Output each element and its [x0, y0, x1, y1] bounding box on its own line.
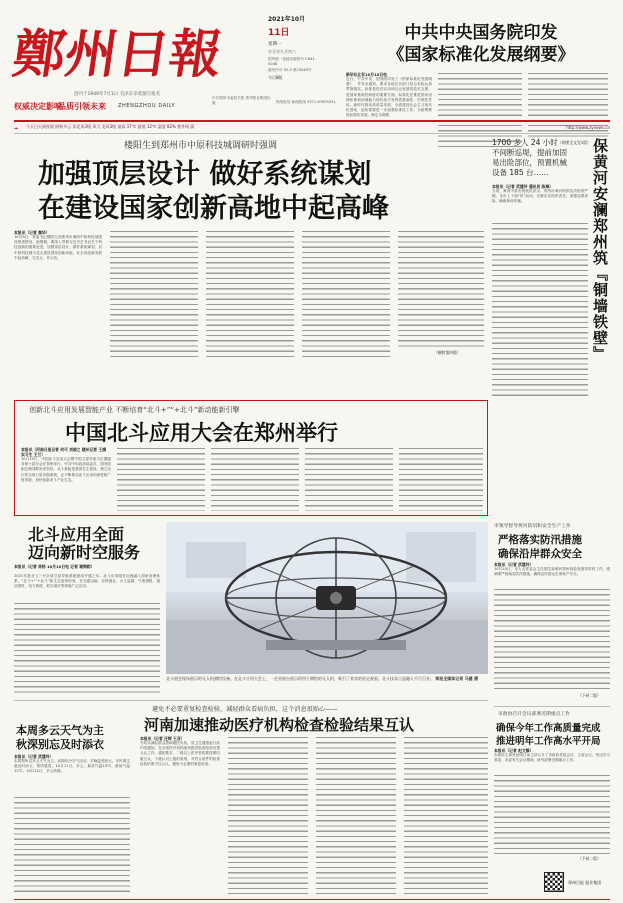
sidebar-brief-line: 不间断巡堤，提前加固 [492, 148, 567, 157]
headline-col-5 [398, 230, 484, 348]
qr-label: 郑州日报 报业集团 [568, 879, 602, 885]
insp-col-3 [316, 736, 396, 894]
beidou-col-5 [399, 447, 483, 511]
date-box [268, 14, 318, 92]
hotline: 热线电话 新闻热线 0371-67655551 [276, 100, 336, 104]
weather-rule [14, 133, 610, 134]
q-byline: 本报讯（记者 赵文静） [494, 748, 534, 753]
photo-caption-text: 北斗展会现场展示的无人机测绘设备。在北斗应用大会上，一企业展台展示的用于测绘的无人机，吸引了来宾的驻足观看，北斗技术日益融入千行百业。 [166, 676, 434, 681]
headline-col-4 [302, 230, 390, 358]
photo-credit: 郑报全媒体记者 马健 摄 [435, 676, 479, 681]
insp-col-2 [228, 736, 308, 894]
yr-title-1: 严格落实防汛措施 [498, 534, 582, 546]
masthead-char: 州 [61, 23, 122, 85]
feature-title-1: 北斗应用全面 [28, 525, 125, 544]
sidebar-brief-line: 1700 多人 24 小时 [492, 138, 558, 147]
feature-col [14, 602, 160, 694]
weather-text: 今天白天到夜间 阴转多云 东北风3级 风力 北风3级 最高 17℃ 最低 12℃ 湿度 82% 紫外线 弱 [26, 124, 195, 129]
q-body: 市政协主席张延明日前主持召开了市政协党组会议、主席会议，传达学习省委、市委有关会议精神，研究部署近期重点工作。 [494, 753, 610, 763]
headline-title-1: 加强顶层设计 做好系统谋划 [38, 159, 372, 190]
headline-col-3 [206, 230, 294, 358]
weather-icon: ☁ [14, 124, 18, 130]
photo-caption [166, 676, 488, 681]
masthead-latin: ZHENGZHOU DAILY [118, 103, 176, 109]
headline-kicker: 楼阳生到郑州市中原科技城调研时强调 [124, 141, 278, 151]
sidebar-body: 当前，黄河中游出现秋汛洪水，郑州市黄河防汛抗洪形势严峻。全市上下闻“汛”而动，压紧压实防汛责任，加强巡堤查险，确保黄河安澜。 [492, 189, 588, 204]
date-lunar: 辛丑年九月初六 [268, 49, 296, 54]
yr-col [494, 588, 610, 692]
insp-body: 为切实减轻群众看病就医负担，省卫生健康委日前印发通知，在全省医疗机构加快推进检查检验结果互认工作。通知要求，二级以上医疗机构要按照同级互认、下级认可上级的原则，对符合条件的检查检验结果予以互认，避免不必要的重复检查。 [140, 741, 220, 766]
insp-title: 河南加速推动医疗机构检查检验结果互认 [144, 716, 415, 734]
q-note: （下转二版） [578, 856, 601, 861]
lead-note: （纲要全文见3版） [558, 140, 591, 145]
beidou-col-3 [211, 447, 299, 511]
date-postal: 邮发代号 35-3 第25048号 [268, 68, 312, 72]
sidebar-vertical-title: 保黄河安澜郑州筑﹃铜墙铁壁﹄ [591, 138, 609, 362]
ws-byline: 本报讯（记者 武建玲） [14, 754, 54, 759]
ws-body: 本周郑州以多云天气为主，前期有冷空气活动，早晚温差较大。市民要注意及时添衣，预防感冒。10月11日，多云，最高气温19℃，最低气温12℃；10月12日，多云转晴。 [14, 759, 130, 774]
headline-story [14, 138, 484, 396]
beidou-col-4 [305, 447, 393, 511]
inspection-story [140, 704, 488, 898]
date-year-month: 2021年10月 [268, 16, 306, 23]
beidou-story [14, 400, 488, 516]
sidebar-byline: 本报讯（记者 武建玲 通讯员 陈琳） [492, 184, 553, 189]
headline-byline: 本报讯（记者 秦华） [14, 230, 50, 235]
q-title-1: 确保今年工作高质量完成 [496, 723, 601, 734]
feature-title-2: 迈向新时空服务 [28, 543, 141, 562]
lead-title: 中共中央国务院印发 [404, 23, 558, 43]
yr-body: 10月10日，市人大常委会主任胡荃到黄河郑州段检查指导防汛工作，强调要严格落实防汛措施，确保沿岸群众生命财产安全。 [494, 567, 610, 577]
ws-title-2: 秋深别忘及时添衣 [16, 738, 104, 751]
beidou-byline: 本报讯（河南日报记者 何可 刘晓之 随州记者 王旗 实习生 王兰） [21, 447, 107, 457]
insp-byline: 本报讯（记者 汪辉 王亚） [140, 736, 185, 741]
ws-title-1: 本周多云天气为主 [16, 724, 104, 737]
date-pages: 今日8版 [268, 75, 283, 80]
qr-block [544, 870, 610, 894]
yr-kicker: 市领导督导黄河防汛和安全生产工作 [494, 524, 571, 529]
beidou-feature [14, 522, 160, 694]
date-issue: 国内统一连续出版物号 CN41-0048 [268, 57, 317, 66]
feature-byline: 本报讯（记者 尚杨 10月10日电 记者 谢海韵） [14, 564, 95, 569]
date-weekday: 星期一 [268, 42, 282, 47]
yellow-river-story [494, 522, 610, 702]
sidebar-brief-line: 易出险部位，预置机械 [492, 158, 567, 167]
ws-col [14, 796, 130, 896]
sidebar-brief [492, 138, 582, 178]
yr-title-2: 确保沿岸群众安全 [498, 548, 582, 560]
quality-story [494, 710, 610, 896]
masthead-founded: 创刊于1949年7月1日 毛泽东亲笔题写报名 [74, 92, 161, 97]
masthead [9, 8, 364, 118]
date-day: 11日 [268, 28, 290, 38]
feature-body: 2021年是北斗三号全球卫星导航系统建成开通之年。北斗应用服务加速融入国家治理体系，“北斗+”“+北斗”新生态加快形成，在交通运输、农林渔业、水文监测、气象测报、通信授时、电力调度、救灾减灾等领域广泛应用。 [14, 574, 160, 589]
q-title-2: 推进明年工作高水平开局 [496, 736, 601, 747]
feature-photo [166, 522, 488, 674]
lead-body: 近日，中共中央、国务院印发了《国家标准化发展纲要》，并发出通知，要求各地区各部门结合实际认真贯彻落实。标准是经济活动和社会发展的技术支撑，是国家基础性制度的重要方面。标准化在推进国家治理体系和治理能力现代化中发挥着基础性、引领性作用。新时代推动高质量发展、全面建设社会主义现代化国家，迫切需要进一步加强标准化工作。为统筹推进标准化发展，制定本纲要。 [346, 77, 432, 118]
q-col [494, 774, 610, 854]
beidou-body: 10月10日，中国北斗应用大会暨中国卫星导航与位置服务第十届年会在郑州举行。中共中央政治局委员、国务院副总理刘鹤发来贺信。北斗系统是我国自主建设、独立运行的全球卫星导航系统，正不断推动北斗应用向深度和广度发展，加快创新北斗产业生态。 [21, 457, 111, 482]
headline-title-2: 在建设国家创新高地中起高峰 [38, 193, 389, 224]
masthead-slogan-2: 品质引领未来 [58, 102, 106, 111]
publisher-note: 中共郑州市委机关报 郑州报业集团出版 [212, 96, 271, 105]
right-divider [494, 706, 610, 707]
insp-kicker: 避免不必要重复检查检验，减轻群众看病负担，这个消息很贴心—— [152, 706, 338, 713]
masthead-char: 日 [113, 23, 174, 85]
masthead-char: 報 [165, 23, 226, 85]
bottom-divider [14, 700, 488, 701]
q-kicker: 市政协召开会议部署近期重点工作 [498, 712, 570, 717]
lead-byline: 新华社北京10月10日电 [346, 72, 387, 77]
drone-illustration [166, 522, 488, 674]
beidou-col-2 [117, 447, 205, 511]
yr-byline: 本报讯（记者 武建玲） [494, 562, 534, 567]
qr-code-icon [544, 872, 564, 892]
sidebar [492, 138, 610, 400]
masthead-char: 鄭 [9, 23, 70, 85]
masthead-slogan-1: 权威决定影响 [14, 102, 62, 111]
weather-bar [14, 122, 610, 132]
yr-note: （下转二版） [578, 693, 601, 698]
beidou-kicker: 创新北斗应用发展智能产业 不断培育“北斗+”“+北斗”新动能新引擎 [29, 406, 240, 414]
sidebar-brief-line: 设备 185 台…… [492, 168, 549, 177]
insp-col-4 [404, 736, 488, 894]
lead-subtitle: 《国家标准化发展纲要》 [387, 45, 575, 65]
headline-body: 10月9日，省委书记楼阳生到郑州市调研中原科技城建设推进情况。他强调，要深入贯彻习近平总书记关于科技创新的重要论述，加强顶层设计，做好系统谋划，以中原科技城为龙头建设国家创新高地，在全省创新发展中起高峰、当龙头、作示范。 [14, 235, 102, 260]
beidou-title: 中国北斗应用大会在郑州举行 [65, 420, 338, 445]
sidebar-col [492, 222, 588, 400]
weather-story [14, 722, 130, 898]
headline-note: （横跨第四版） [434, 350, 461, 355]
headline-col-2 [110, 230, 198, 358]
masthead-title [9, 8, 226, 90]
weather-url[interactable]: http://www.zynews.cn [566, 124, 610, 130]
footer-rule [14, 899, 610, 900]
